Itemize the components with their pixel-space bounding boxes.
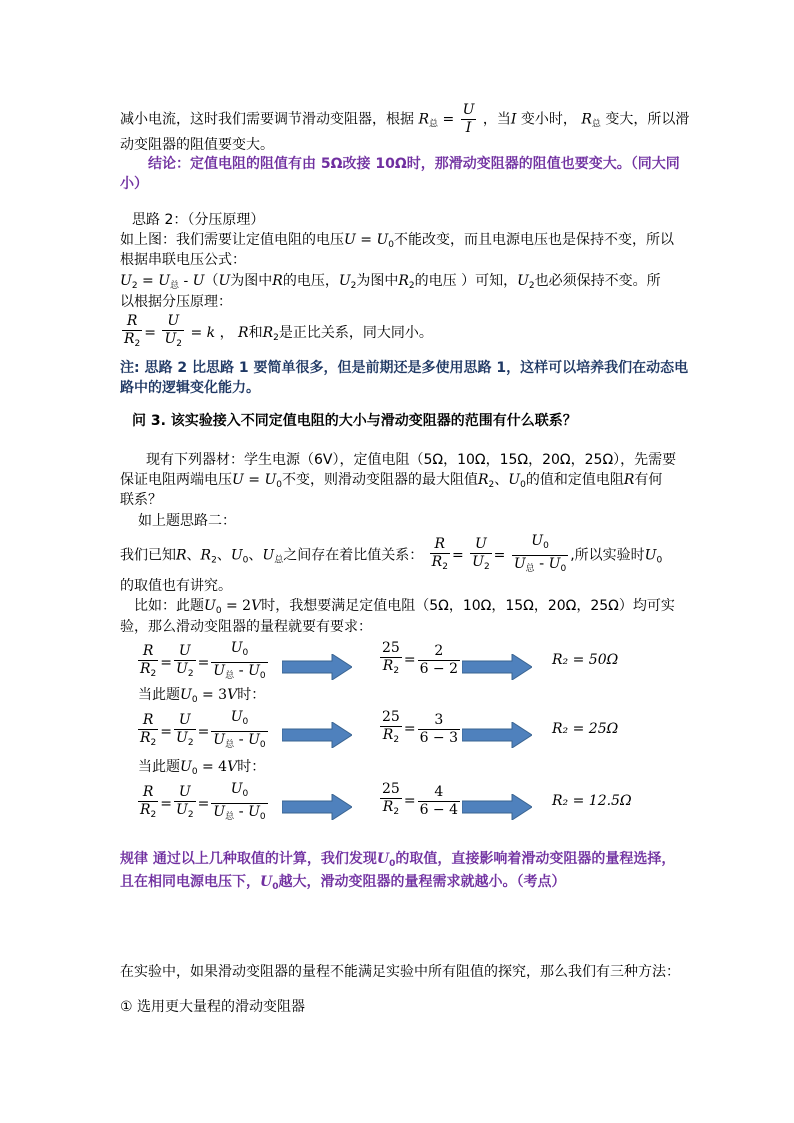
conclusion-line: 小） (120, 176, 148, 192)
formula-left: $\frac{R}{R_2}$ = $\frac{U}{U_2}$ = $\frac{U_0}{U_总 - U_0}$ (140, 781, 266, 822)
paragraph-line: 以根据分压原理： (120, 294, 232, 310)
right-arrow-icon (282, 654, 352, 680)
result: R₂ = 50Ω (552, 652, 619, 668)
formula-middle: $\frac{25}{R_2}$ = $\frac{4}{6 - 4}$ (382, 781, 459, 818)
paragraph-line: 当此题$U_0 = 4V$时： (138, 759, 266, 777)
right-arrow-icon (462, 722, 532, 748)
list-item: ① 选用更大量程的滑动变阻器 (120, 999, 306, 1015)
paragraph-line: 当此题$U_0 = 3V$时： (138, 687, 266, 705)
right-arrow-icon (282, 722, 352, 748)
paragraph-line: 根据串联电压公式： (120, 252, 246, 268)
paragraph-line: $U_2 = U_总 - U(U$为图中R的电压，$U_2$为图中$R_2$的电压 ）可知，$U_2$也必须保持不变。所 (120, 273, 661, 291)
paragraph-line: 减小电流，这时我们需要调节滑动变阻器，根据 $R_总$ = $\frac{U}{I}$ ，当I 变小时， $R_总$ 变大，所以滑 (120, 102, 690, 136)
conclusion-line: 结论：定值电阻的阻值有由 5Ω改接 10Ω时，那滑动变阻器的阻值也要变大。（同大同 (148, 156, 680, 172)
paragraph-line: 验，那么滑动变阻器的量程就要有要求： (120, 619, 372, 635)
right-arrow-icon (282, 794, 352, 820)
paragraph-line: 动变阻器的阻值要变大。 (120, 137, 274, 153)
paragraph-line: 联系？ (120, 492, 162, 508)
paragraph-line: 如上图：我们需要让定值电阻的电压$U = U_0$不能改变，而且电源电压也是保持不变，所以 (120, 232, 674, 250)
paragraph-line: 比如：此题$U_0 = 2V$时，我想要满足定值电阻（5Ω，10Ω，15Ω，20Ω，25Ω）均可实 (134, 598, 675, 616)
note-line: 路中的逻辑变化能力。 (120, 380, 260, 396)
formula-line: $\frac{R}{R_2}$ = $\frac{U}{U_2}$ = k ， R和$R_2$是正比关系，同大同小。 (124, 313, 433, 349)
result: R₂ = 25Ω (552, 721, 619, 737)
section-title: 思路 2：（分压原理） (132, 212, 265, 228)
formula-middle: $\frac{25}{R_2}$ = $\frac{2}{6 - 2}$ (382, 640, 459, 677)
paragraph-line: 在实验中，如果滑动变阻器的量程不能满足实验中所有阻值的探究，那么我们有三种方法： (120, 964, 680, 980)
paragraph-line: 如上题思路二： (138, 513, 236, 529)
paragraph-line: 保证电阻两端电压$U = U_0$不变，则滑动变阻器的最大阻值$R_2$、$U_0$的值和定值电阻R有何 (120, 472, 663, 490)
formula-left: $\frac{R}{R_2}$ = $\frac{U}{U_2}$ = $\frac{U_0}{U_总 - U_0}$ (140, 640, 266, 681)
formula-middle: $\frac{25}{R_2}$ = $\frac{3}{6 - 3}$ (382, 709, 459, 746)
right-arrow-icon (462, 654, 532, 680)
paragraph-line: 的取值也有讲究。 (120, 578, 232, 594)
paragraph-line: 现有下列器材：学生电源（6V），定值电阻（5Ω，10Ω，15Ω，20Ω，25Ω），先需要 (146, 452, 677, 468)
note-line: 注: 思路 2 比思路 1 要简单很多，但是前期还是多使用思路 1，这样可以培养我们在动态电 (120, 360, 689, 376)
formula-left: $\frac{R}{R_2}$ = $\frac{U}{U_2}$ = $\frac{U_0}{U_总 - U_0}$ (140, 709, 266, 750)
question-title: 问 3. 该实验接入不同定值电阻的大小与滑动变阻器的范围有什么联系？ (132, 413, 577, 429)
rule-line: 规律 通过以上几种取值的计算，我们发现$U_0$的取值，直接影响着滑动变阻器的量程选择， (120, 851, 676, 869)
result: R₂ = 12.5Ω (552, 793, 632, 809)
right-arrow-icon (462, 794, 532, 820)
rule-line: 且在相同电源电压下，$U_0$越大，滑动变阻器的量程需求就越小。（考点） (120, 874, 566, 892)
formula-line: 我们已知R、$R_2$、$U_0$、$U_总$之间存在着比值关系： $\frac{R}{R_2}$ = $\frac{U}{U_2}$ = $\frac{U_0}{U_总 - U_0}$ ,所以实验时$U_0$ (120, 533, 663, 574)
